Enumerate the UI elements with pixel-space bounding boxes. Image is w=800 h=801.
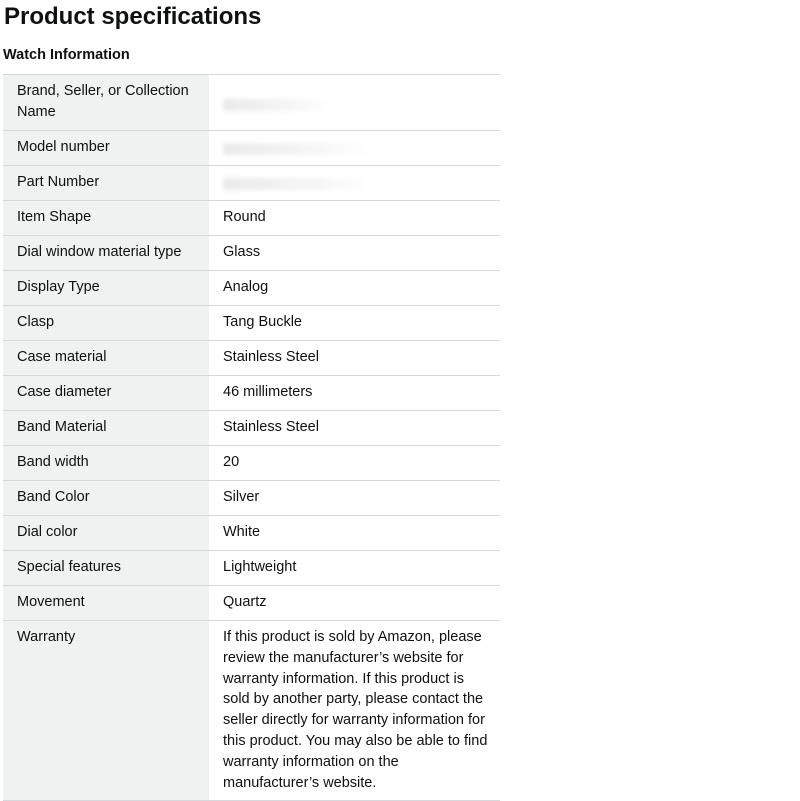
spec-value: Round <box>209 201 500 236</box>
spec-label: Case material <box>3 341 209 376</box>
spec-value: Analog <box>209 271 500 306</box>
section-title: Watch Information <box>3 47 130 63</box>
spec-value: Quartz <box>209 586 500 621</box>
spec-value: 20 <box>209 446 500 481</box>
redacted-value <box>223 99 333 111</box>
spec-row-item-shape <box>3 201 500 236</box>
spec-row-band-color <box>3 481 500 516</box>
spec-value: Stainless Steel <box>209 411 500 446</box>
spec-label: Dial window material type <box>3 236 209 271</box>
spec-value-redacted <box>209 166 500 201</box>
spec-value: Tang Buckle <box>209 306 500 341</box>
spec-value: Stainless Steel <box>209 341 500 376</box>
spec-label: Dial color <box>3 516 209 551</box>
spec-value-redacted <box>209 131 500 166</box>
spec-label: Part Number <box>3 166 209 201</box>
spec-row-dial-color <box>3 516 500 551</box>
spec-table <box>3 74 500 801</box>
spec-row-clasp <box>3 306 500 341</box>
spec-row-part-number <box>3 166 500 201</box>
spec-row-case-diameter <box>3 376 500 411</box>
spec-label: Movement <box>3 586 209 621</box>
spec-label: Band Material <box>3 411 209 446</box>
page-title: Product specifications <box>4 3 262 30</box>
spec-label: Brand, Seller, or Collection Name <box>3 75 209 131</box>
spec-row-display-type <box>3 271 500 306</box>
spec-value: 46 millimeters <box>209 376 500 411</box>
spec-value: White <box>209 516 500 551</box>
spec-row-case-material <box>3 341 500 376</box>
redacted-value <box>223 143 373 155</box>
spec-label: Display Type <box>3 271 209 306</box>
spec-row-band-material <box>3 411 500 446</box>
spec-value: If this product is sold by Amazon, please review the manufacturer’s website for warranty information. If this product is sold by another party, please contact the seller directly for warranty information for this product. You may also be able to find warranty information on the manufacturer’s website. <box>209 621 500 801</box>
spec-label: Band width <box>3 446 209 481</box>
spec-label: Band Color <box>3 481 209 516</box>
spec-row-dial-window <box>3 236 500 271</box>
spec-label: Warranty <box>3 621 209 801</box>
spec-label: Item Shape <box>3 201 209 236</box>
spec-row-warranty <box>3 621 500 801</box>
spec-row-model-number <box>3 131 500 166</box>
spec-value: Silver <box>209 481 500 516</box>
spec-label: Case diameter <box>3 376 209 411</box>
spec-row-special-features <box>3 551 500 586</box>
spec-row-movement <box>3 586 500 621</box>
spec-value-redacted <box>209 75 500 131</box>
spec-label: Special features <box>3 551 209 586</box>
spec-label: Clasp <box>3 306 209 341</box>
spec-row-band-width <box>3 446 500 481</box>
spec-value: Glass <box>209 236 500 271</box>
spec-label: Model number <box>3 131 209 166</box>
spec-row-brand <box>3 75 500 131</box>
redacted-value <box>223 178 373 190</box>
spec-value: Lightweight <box>209 551 500 586</box>
